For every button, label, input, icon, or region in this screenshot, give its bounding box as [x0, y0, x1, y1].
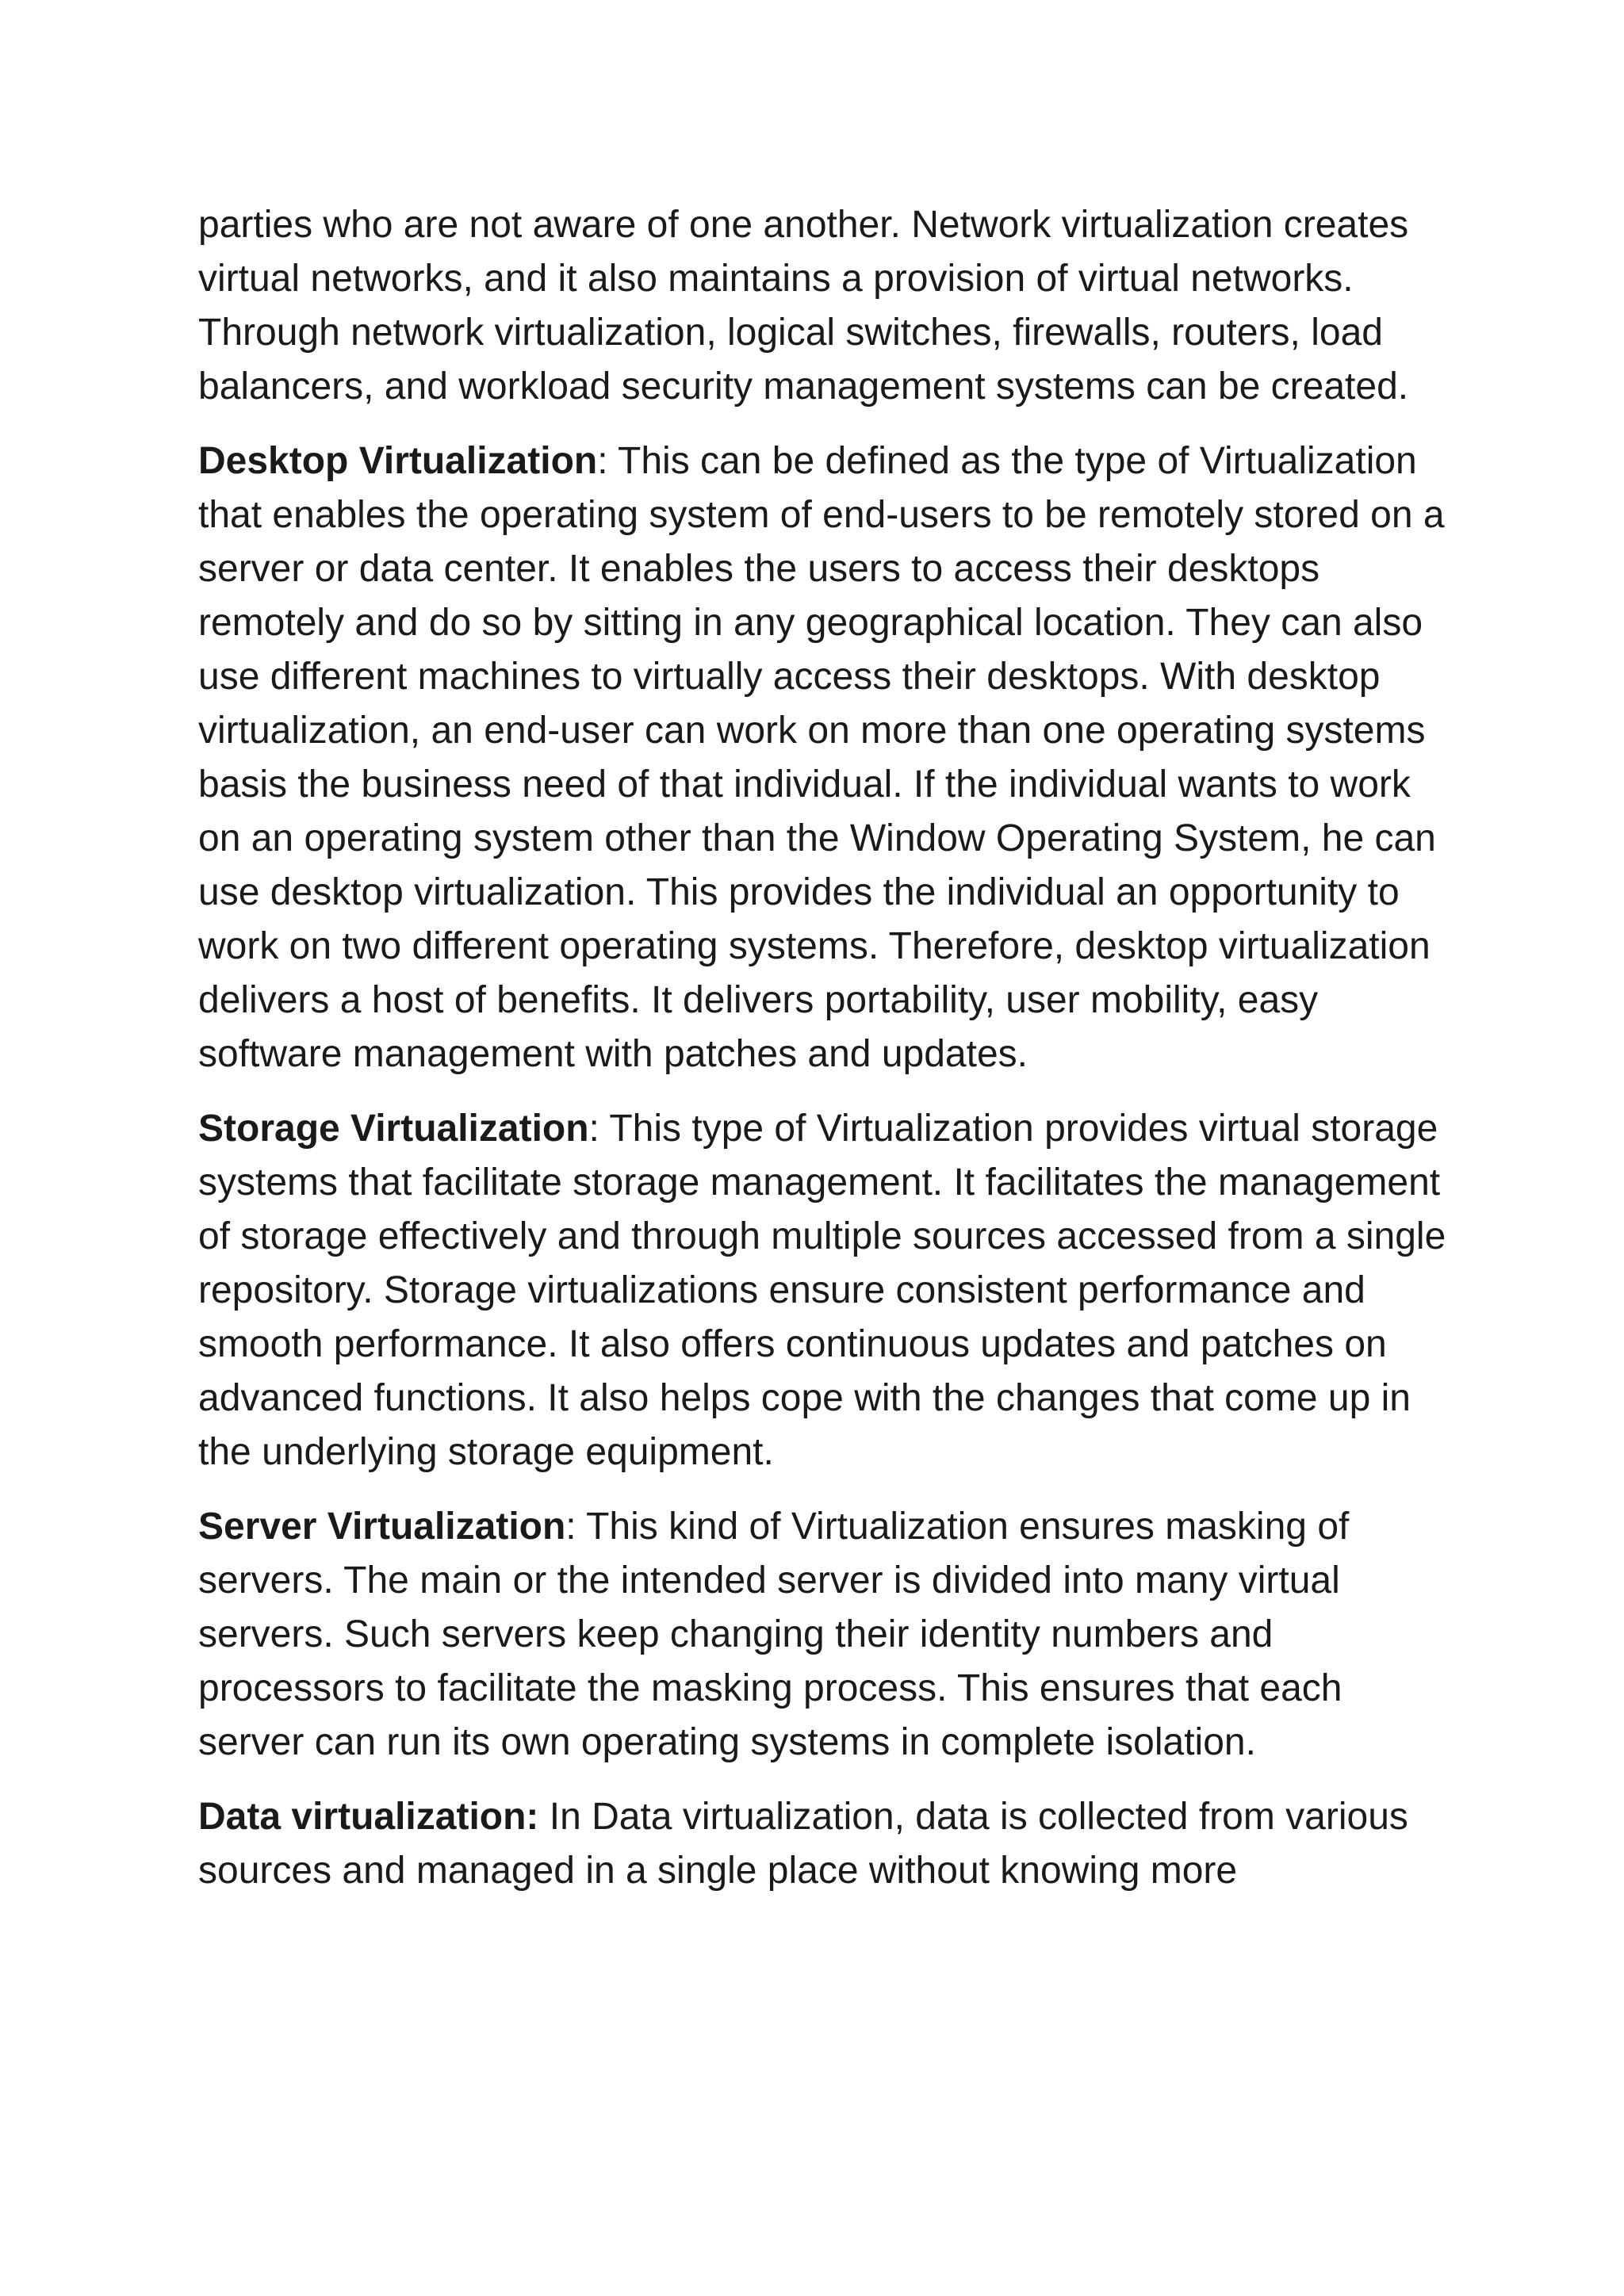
paragraph-desktop-virtualization	[198, 434, 1451, 1081]
document-page	[198, 198, 1451, 1919]
paragraph-term: Desktop Virtualization	[198, 440, 598, 482]
paragraph-text: parties who are not aware of one another. Network virtualization creates virtual networks, and it also maintains a provision of virtual networks. Through network virtualization, logical switches, firewalls, routers, load balancers, and workload security management systems can be created.	[198, 204, 1409, 408]
paragraph-term: Storage Virtualization	[198, 1108, 589, 1150]
paragraph-term: Server Virtualization	[198, 1506, 566, 1548]
paragraph-term: Data virtualization:	[198, 1796, 539, 1838]
paragraph-text: : This type of Virtualization provides virtual storage systems that facilitate storage management. It facilitates the management of storage effectively and through multiple sources accessed from a single repository. Storage virtualizations ensure consistent performance and smooth performance. It also offers continuous updates and patches on advanced functions. It also helps cope with the changes that come up in the underlying storage equipment.	[198, 1108, 1446, 1473]
paragraph-storage-virtualization	[198, 1102, 1451, 1479]
paragraph-text: : This kind of Virtualization ensures masking of servers. The main or the intended server is divided into many virtual servers. Such servers keep changing their identity numbers and processors to facilitate the masking process. This ensures that each server can run its own operating systems in complete isolation.	[198, 1506, 1350, 1763]
paragraph-network-virtualization	[198, 198, 1451, 414]
paragraph-data-virtualization	[198, 1790, 1451, 1898]
paragraph-server-virtualization	[198, 1500, 1451, 1770]
paragraph-text: : This can be defined as the type of Virtualization that enables the operating system of end-users to be remotely stored on a server or data center. It enables the users to access their desktops remotely and do so by sitting in any geographical location. They can also use different machines to virtually access their desktops. With desktop virtualization, an end-user can work on more than one operating systems basis the business need of that individual. If the individual wants to work on an operating system other than the Window Operating System, he can use desktop virtualization. This provides the individual an opportunity to work on two different operating systems. Therefore, desktop virtualization delivers a host of benefits. It delivers portability, user mobility, easy software management with patches and updates.	[198, 440, 1445, 1075]
paragraph-text: In Data virtualization, data is collected from various sources and managed in a single place without knowing more	[198, 1796, 1408, 1892]
